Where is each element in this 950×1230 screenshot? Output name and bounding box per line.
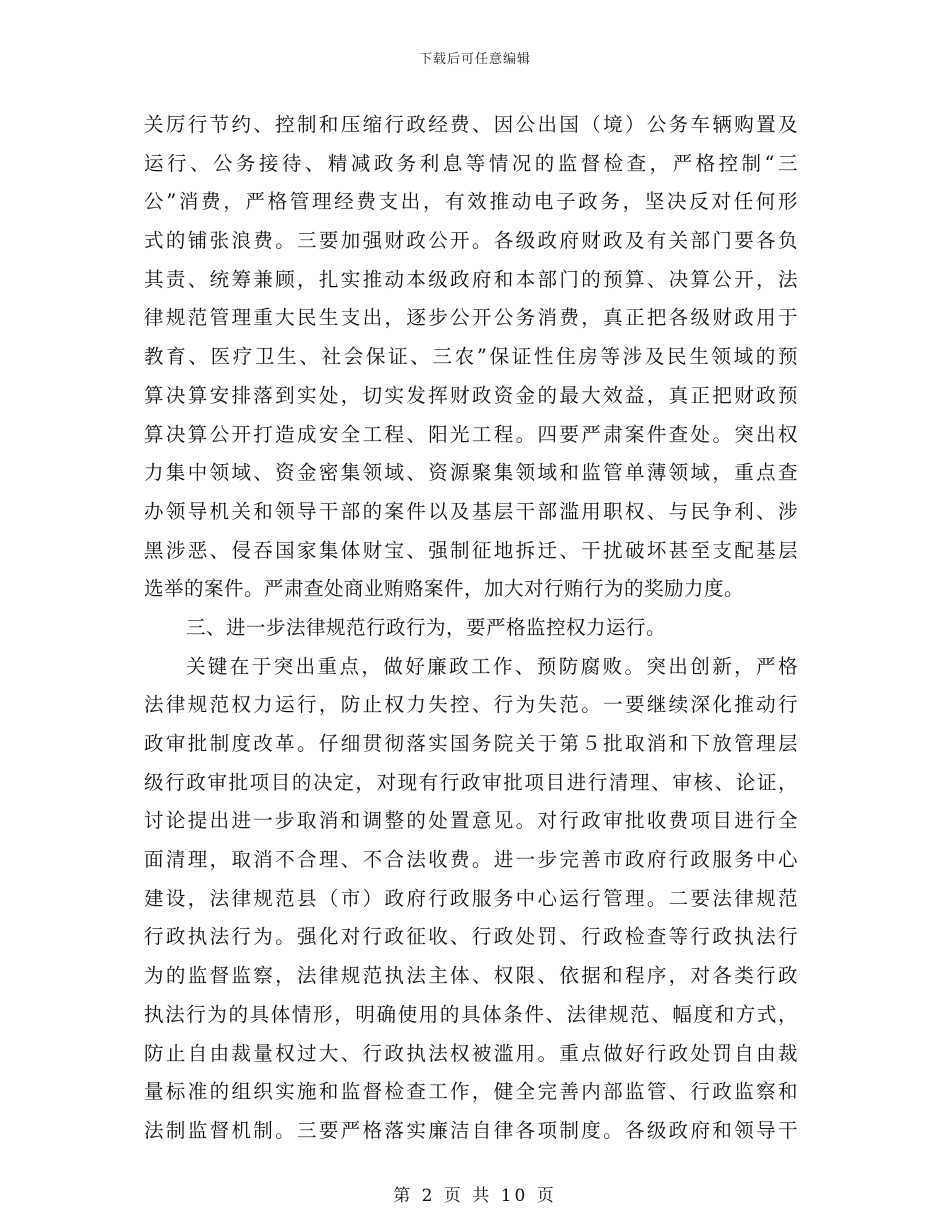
text-line: 为的监督监察，法律规范执法主体、权限、依据和程序，对各类行政 [144, 964, 798, 988]
text-line: 教育、医疗卫生、社会保证、三农”保证性住房等涉及民生领域的预 [144, 345, 798, 369]
text-line: 讨论提出进一步取消和调整的处置意见。对行政审批收费项目进行全 [144, 809, 798, 833]
text-line: 办领导机关和领导干部的案件以及基层干部滥用职权、与民争利、涉 [144, 499, 798, 523]
page-header: 下载后可任意编辑 [418, 52, 531, 67]
text-line: 防止自由裁量权过大、行政执法权被滥用。重点做好行政处罚自由裁 [144, 1041, 798, 1065]
text-line: 执法行为的具体情形，明确使用的具体条件、法律规范、幅度和方式， [144, 1002, 798, 1026]
text-line: 公”消费，严格管理经费支出，有效推动电子政务，坚决反对任何形 [144, 190, 798, 214]
text-line: 关厉行节约、控制和压缩行政经费、因公出国（境）公务车辆购置及 [144, 113, 798, 136]
text-line: 法律规范权力运行，防止权力失控、行为失范。一要继续深化推动行 [144, 693, 798, 717]
text-line: 其责、统筹兼顾，扎实推动本级政府和本部门的预算、决算公开，法 [144, 267, 798, 291]
document-body [144, 106, 798, 1151]
text-line: 选举的案件。严肃查处商业贿赂案件，加大对行贿行为的奖励力度。 [144, 577, 745, 601]
text-line: 律规范管理重大民生支出，逐步公开公务消费，真正把各级财政用于 [144, 306, 798, 330]
text-line: 关键在于突出重点，做好廉政工作、预防腐败。突出创新，严格 [186, 654, 798, 678]
text-line: 量标准的组织实施和监督检查工作，健全完善内部监管、行政监察和 [144, 1080, 798, 1104]
text-line: 级行政审批项目的决定，对现有行政审批项目进行清理、审核、论证， [144, 770, 798, 794]
text-line: 式的铺张浪费。三要加强财政公开。各级政府财政及有关部门要各负 [144, 229, 798, 253]
text-line: 算决算安排落到实处，切实发挥财政资金的最大效益，真正把财政预 [144, 383, 798, 407]
text-line: 行政执法行为。强化对行政征收、行政处罚、行政检查等行政执法行 [144, 925, 798, 949]
text-line: 建设，法律规范县（市）政府行政服务中心运行管理。二要法律规范 [144, 886, 798, 910]
text-line: 法制监督机制。三要严格落实廉洁自律各项制度。各级政府和领导干 [144, 1118, 798, 1142]
text-line: 政审批制度改革。仔细贯彻落实国务院关于第５批取消和下放管理层 [144, 732, 798, 755]
text-line: 运行、公务接待、精减政务利息等情况的监督检查，严格控制“三 [144, 151, 798, 175]
text-line: 力集中领域、资金密集领域、资源聚集领域和监管单薄领域，重点查 [144, 461, 798, 485]
section-heading: 三、进一步法律规范行政行为，要严格监控权力运行。 [186, 615, 667, 639]
text-line: 面清理，取消不合理、不合法收费。进一步完善市政府行政服务中心 [144, 848, 798, 872]
text-line: 黑涉恶、侵吞国家集体财宝、强制征地拆迁、干扰破坏甚至支配基层 [144, 538, 798, 562]
text-line: 算决算公开打造成安全工程、阳光工程。四要严肃案件查处。突出权 [144, 422, 798, 446]
page-number-footer: 第 2 页 共 10 页 [393, 1186, 557, 1206]
